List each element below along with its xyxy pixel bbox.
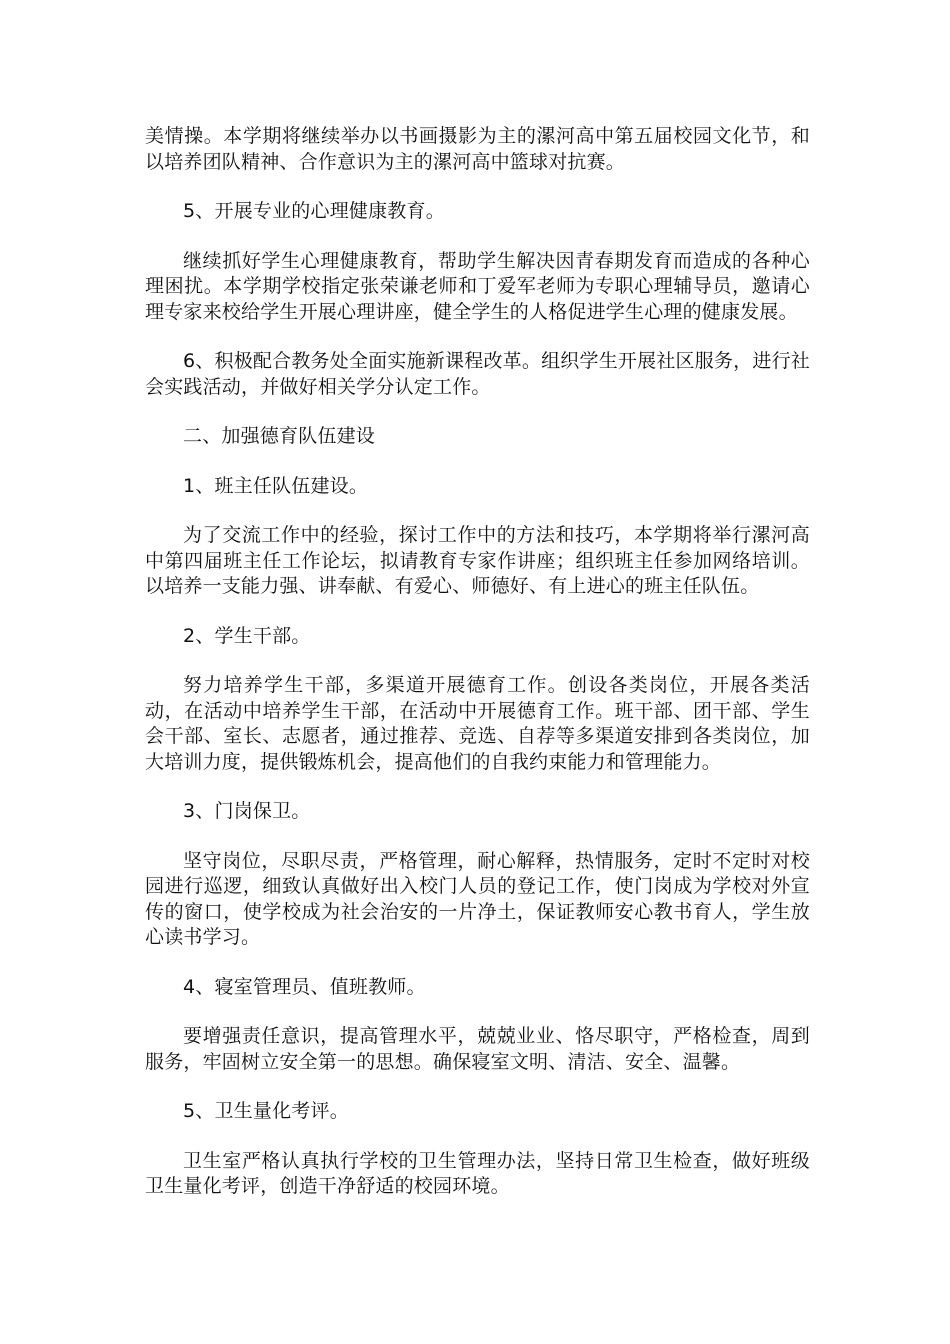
item-heading-student-cadres: 2、学生干部。 — [183, 624, 311, 647]
item-heading-hygiene: 5、卫生量化考评。 — [183, 1100, 349, 1122]
paragraph-student-cadres: 努力培养学生干部，多渠道开展德育工作。创设各类岗位，开展各类活动，在活动中培养学生干部，在活动中开展德育工作。班干部、团干部、学生会干部、室长、志愿者，通过推荐、竞选、自荐等多渠道安排到各类岗位，加大培训力度，提供锻炼机会，提高他们的自我约束能力和管理能力。 — [145, 674, 810, 773]
item-heading-gate-security: 3、门岗保卫。 — [183, 800, 311, 822]
paragraph-dormitory: 要增强责任意识，提高管理水平，兢兢业业、恪尽职守，严格检查，周到服务，牢固树立安全第一的思想。确保寝室文明、清洁、安全、温馨。 — [145, 1025, 810, 1073]
paragraph-curriculum-reform: 6、积极配合教务处全面实施新课程改革。组织学生开展社区服务，进行社会实践活动，并做好相关学分认定工作。 — [145, 350, 810, 398]
paragraph-hygiene: 卫生室严格认真执行学校的卫生管理办法，坚持日常卫生检查，做好班级卫生量化考评，创造干净舒适的校园环境。 — [145, 1149, 810, 1197]
item-heading-head-teachers: 1、班主任队伍建设。 — [183, 474, 369, 497]
document-body — [145, 124, 810, 1224]
paragraph-gate-security: 坚守岗位，尽职尽责，严格管理，耐心解释，热情服务，定时不定时对校园进行巡逻，细致认真做好出入校门人员的登记工作，使门岗成为学校对外宣传的窗口，使学校成为社会治安的一片净土，保证教师安心教书育人，学生放心读书学习。 — [145, 849, 810, 948]
item-heading-dormitory: 4、寝室管理员、值班教师。 — [183, 975, 426, 998]
paragraph-psychology: 继续抓好学生心理健康教育，帮助学生解决因青春期发育而造成的各种心理困扰。本学期学校指定张荣谦老师和丁爱军老师为专职心理辅导员，邀请心理专家来校给学生开展心理讲座，健全学生的人格促进学生心理的健康发展。 — [145, 249, 810, 323]
paragraph-continuation: 美情操。本学期将继续举办以书画摄影为主的漯河高中第五届校园文化节，和以培养团队精神、合作意识为主的漯河高中篮球对抗赛。 — [145, 125, 810, 173]
item-heading-psychology: 5、开展专业的心理健康教育。 — [183, 200, 445, 222]
section-heading-team-building: 二、加强德育队伍建设 — [183, 425, 376, 447]
paragraph-head-teachers: 为了交流工作中的经验，探讨工作中的方法和技巧，本学期将举行漯河高中第四届班主任工作论坛，拟请教育专家作讲座；组织班主任参加网络培训。以培养一支能力强、讲奉献、有爱心、师德好、有上进心的班主任队伍。 — [145, 524, 810, 597]
